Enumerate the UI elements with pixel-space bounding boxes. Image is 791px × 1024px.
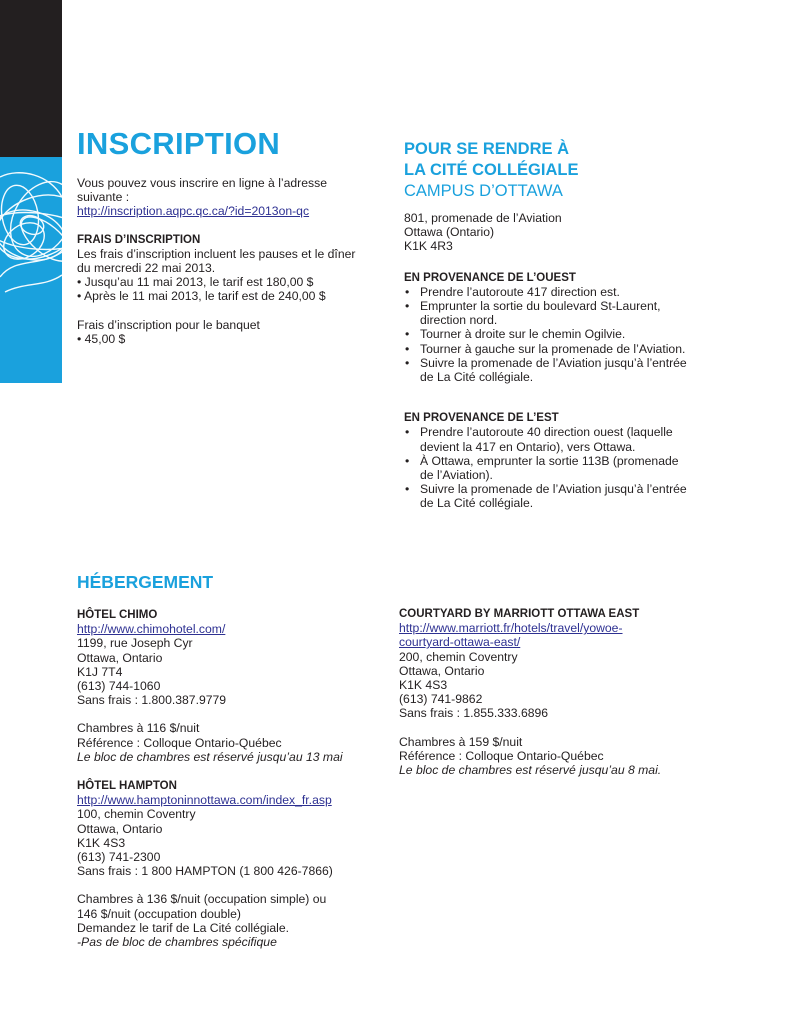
fee-item: • Jusqu’au 11 mai 2013, le tarif est 180,00 $ bbox=[77, 275, 382, 289]
hotel-name: HÔTEL CHIMO bbox=[77, 609, 158, 621]
east-steps-list bbox=[404, 425, 734, 510]
hotel-reference: Référence : Colloque Ontario-Québec bbox=[399, 748, 604, 763]
hotel-chimo bbox=[77, 608, 382, 764]
hotel-address-line: K1K 4S3 bbox=[399, 678, 448, 693]
hotel-address-line: K1J 7T4 bbox=[77, 664, 123, 679]
direction-step: • Prendre l’autoroute 40 direction ouest (laquelle devient la 417 en Ontario), vers Ottawa. bbox=[404, 425, 734, 453]
directions-section bbox=[404, 139, 734, 511]
address-line: Ottawa (Ontario) bbox=[404, 225, 495, 240]
address-line: 801, promenade de l’Aviation bbox=[404, 211, 562, 225]
hotel-address-line: Ottawa, Ontario bbox=[399, 663, 485, 678]
hotel-address-line: 100, chemin Coventry bbox=[77, 807, 196, 822]
east-heading: EN PROVENANCE DE L’EST bbox=[404, 412, 559, 425]
hotel-address-line: Ottawa, Ontario bbox=[77, 821, 163, 836]
hotel-rate: Chambres à 136 $/nuit (occupation simple) ou bbox=[77, 892, 327, 907]
decorative-swirl-graphic bbox=[0, 157, 62, 383]
west-steps-list bbox=[404, 285, 734, 384]
hotel-link[interactable]: http://www.hamptoninnottawa.com/index_fr.asp bbox=[77, 793, 332, 808]
hotel-phone: (613) 741-9862 bbox=[399, 692, 483, 707]
hotel-courtyard bbox=[399, 607, 719, 777]
directions-title-line2: LA CITÉ COLLÉGIALE bbox=[404, 161, 579, 179]
direction-step: • Prendre l’autoroute 417 direction est. bbox=[404, 285, 734, 299]
banquet-fee: • 45,00 $ bbox=[77, 332, 382, 346]
fees-heading: FRAIS D’INSCRIPTION bbox=[77, 233, 201, 246]
hotel-toll-free: Sans frais : 1.800.387.9779 bbox=[77, 693, 227, 708]
hotel-name: HÔTEL HAMPTON bbox=[77, 780, 177, 793]
west-heading: EN PROVENANCE DE L’OUEST bbox=[404, 271, 576, 284]
directions-subtitle: CAMPUS D’OTTAWA bbox=[404, 182, 563, 200]
hotel-address-line: K1K 4S3 bbox=[77, 835, 126, 850]
fee-list bbox=[77, 275, 382, 303]
registration-section bbox=[77, 126, 382, 346]
hotel-note: Le bloc de chambres est réservé jusqu’au 8 mai. bbox=[399, 763, 662, 778]
banquet-label: Frais d’inscription pour le banquet bbox=[77, 317, 260, 332]
hotel-link[interactable]: http://www.chimohotel.com/ bbox=[77, 622, 226, 637]
direction-step: • Suivre la promenade de l’Aviation jusqu’à l’entrée de La Cité collégiale. bbox=[404, 356, 734, 384]
hotel-rate: Chambres à 159 $/nuit bbox=[399, 734, 523, 749]
hotel-reference: Référence : Colloque Ontario-Québec bbox=[77, 735, 282, 750]
direction-step: • Tourner à gauche sur la promenade de l’Aviation. bbox=[404, 342, 734, 356]
hotel-phone: (613) 744-1060 bbox=[77, 679, 161, 694]
hotel-address-line: Ottawa, Ontario bbox=[77, 650, 163, 665]
banquet-list bbox=[77, 332, 382, 346]
direction-step: • À Ottawa, emprunter la sortie 113B (promenade de l’Aviation). bbox=[404, 454, 734, 482]
registration-intro-line1: Vous pouvez vous inscrire en ligne à l’adresse bbox=[77, 176, 327, 190]
hotel-address-line: 1199, rue Joseph Cyr bbox=[77, 636, 193, 651]
fees-description-line1: Les frais d’inscription incluent les pauses et le dîner bbox=[77, 246, 356, 261]
hotel-link[interactable]: http://www.marriott.fr/hotels/travel/yowoe- courtyard-ottawa-east/ bbox=[399, 621, 623, 650]
lodging-section bbox=[77, 572, 382, 949]
address-line: K1K 4R3 bbox=[404, 239, 453, 254]
hotel-note: Le bloc de chambres est réservé jusqu’au 13 mai bbox=[77, 749, 343, 764]
hotel-rate: 146 $/nuit (occupation double) bbox=[77, 906, 241, 921]
hotel-address-line: 200, chemin Coventry bbox=[399, 649, 518, 664]
hotel-rate-note: Demandez le tarif de La Cité collégiale. bbox=[77, 920, 290, 935]
hotel-phone: (613) 741-2300 bbox=[77, 850, 161, 865]
direction-step: • Suivre la promenade de l’Aviation jusqu’à l’entrée de La Cité collégiale. bbox=[404, 482, 734, 510]
registration-intro-line2: suivante : bbox=[77, 190, 130, 205]
direction-step: • Emprunter la sortie du boulevard St-Laurent, direction nord. bbox=[404, 299, 734, 327]
decorative-dark-bar bbox=[0, 0, 62, 157]
fees-description-line2: du mercredi 22 mai 2013. bbox=[77, 261, 216, 276]
fee-item: • Après le 11 mai 2013, le tarif est de 240,00 $ bbox=[77, 289, 382, 303]
hotel-hampton bbox=[77, 779, 382, 949]
directions-title-line1: POUR SE RENDRE À bbox=[404, 140, 570, 158]
hotel-name: COURTYARD BY MARRIOTT OTTAWA EAST bbox=[399, 608, 640, 620]
registration-title: INSCRIPTION bbox=[77, 126, 281, 161]
hotel-toll-free: Sans frais : 1.855.333.6896 bbox=[399, 706, 549, 721]
registration-link[interactable]: http://inscription.aqpc.qc.ca/?id=2013on-qc bbox=[77, 204, 310, 219]
direction-step: • Tourner à droite sur le chemin Ogilvie. bbox=[404, 327, 734, 341]
hotel-toll-free: Sans frais : 1 800 HAMPTON (1 800 426-7866) bbox=[77, 864, 333, 879]
hotel-rate: Chambres à 116 $/nuit bbox=[77, 721, 200, 736]
lodging-title: HÉBERGEMENT bbox=[77, 572, 214, 592]
hotel-note: -Pas de bloc de chambres spécifique bbox=[77, 935, 277, 950]
